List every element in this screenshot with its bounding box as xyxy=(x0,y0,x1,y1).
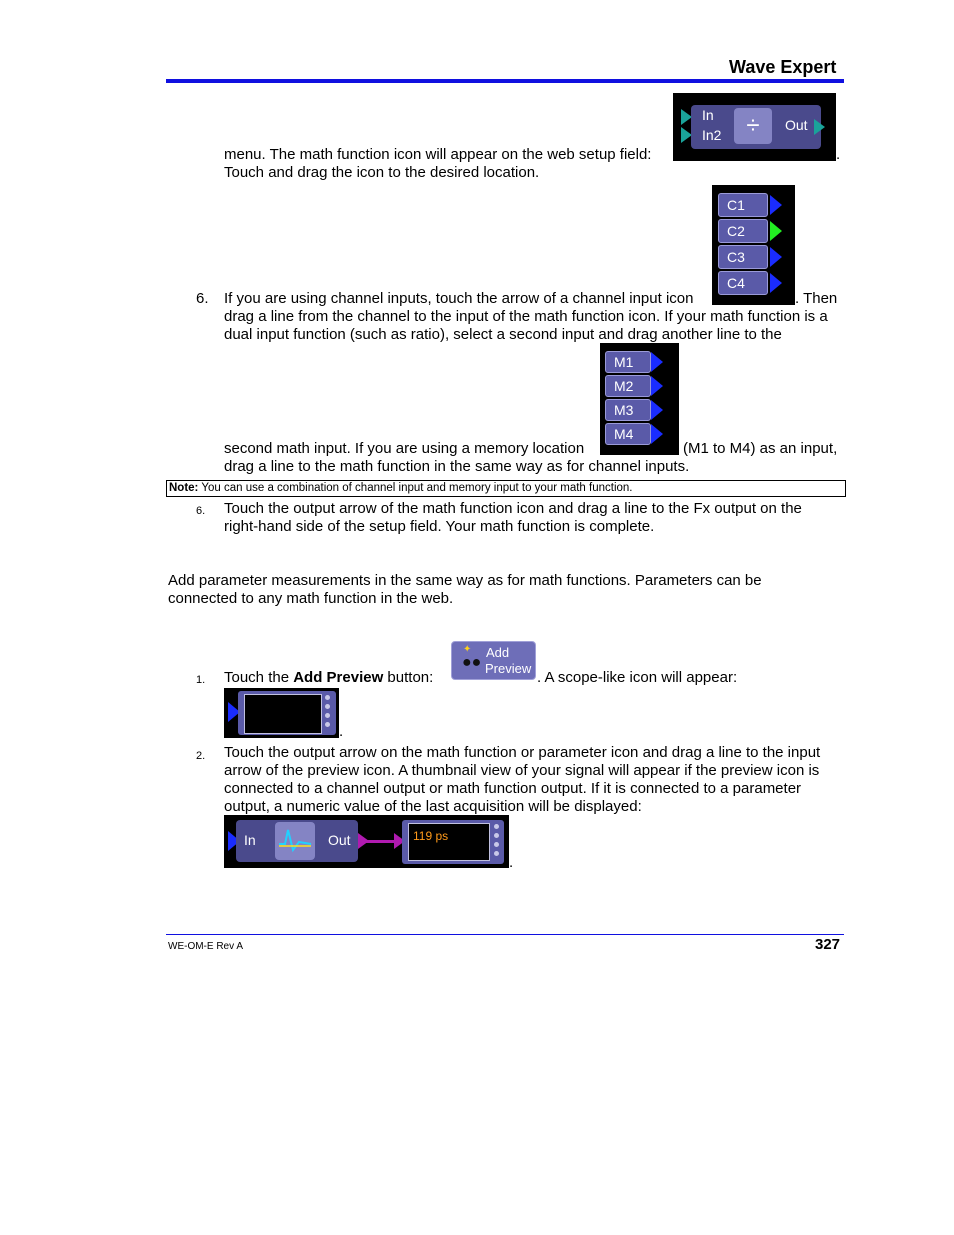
add-preview-label-2: Preview xyxy=(485,661,532,676)
step-output-number: 6. xyxy=(196,505,206,517)
math-in-label: In xyxy=(702,107,714,123)
preview-step2-line4: output, a numeric value of the last acquisition will be displayed: xyxy=(224,798,642,815)
memory-m4: M4 xyxy=(605,423,651,445)
math-function-icon xyxy=(673,93,836,161)
channel-line2: drag a line from the channel to the input of the math function icon. If your math function is a xyxy=(224,308,828,325)
step-output-line1: Touch the output arrow of the math function icon and drag a line to the Fx output on the xyxy=(224,500,802,517)
note-box xyxy=(166,480,846,497)
c1-arrow-icon xyxy=(770,195,782,215)
add-preview-button[interactable] xyxy=(451,641,536,680)
preview-step1-end-dot: . xyxy=(339,723,344,740)
example-scroll-dots-icon xyxy=(494,824,500,860)
m1-arrow-icon xyxy=(651,352,663,372)
divide-op-icon: ÷ xyxy=(734,108,772,144)
footer-page-number: 327 xyxy=(815,936,841,953)
para-math-line2: Touch and drag the icon to the desired location. xyxy=(224,164,540,181)
memory-line1a: second math input. If you are using a memory location xyxy=(224,440,585,457)
memory-m2: M2 xyxy=(605,375,651,397)
preview-step2-end-dot: . xyxy=(509,854,514,871)
channel-line1a: If you are using channel inputs, touch the arrow of a channel input icon xyxy=(224,290,694,307)
m2-arrow-icon xyxy=(651,376,663,396)
channel-c1: C1 xyxy=(718,193,768,217)
preview-value: 119 ps xyxy=(413,829,449,843)
math-out-label: Out xyxy=(785,117,808,133)
channel-c2: C2 xyxy=(718,219,768,243)
sparkle-icon: ✦ xyxy=(463,644,472,655)
preview-example-icon xyxy=(224,815,509,868)
memory-m1: M1 xyxy=(605,351,651,373)
binoculars-icon: ●● xyxy=(462,654,482,671)
step-output-line2: right-hand side of the setup field. Your math function is complete. xyxy=(224,518,655,535)
math-in2-label: In2 xyxy=(702,127,722,143)
preview-scroll-dots-icon xyxy=(325,695,331,731)
preview-step1-text-a: Touch the xyxy=(224,669,290,686)
memory-line1b: (M1 to M4) as an input, xyxy=(683,440,838,457)
example-in-label: In xyxy=(244,832,256,848)
signal-thumbnail-icon xyxy=(275,822,315,860)
preview-step2-number: 2. xyxy=(196,750,206,762)
preview-step2-line3: connected to a channel output or math function output. If it is connected to a parameter xyxy=(224,780,802,797)
preview-step2-line1: Touch the output arrow on the math function or parameter icon and drag a line to the input xyxy=(224,744,821,761)
channel-line3: dual input function (such as ratio), select a second input and drag another line to the xyxy=(224,326,782,343)
note-label: Note: xyxy=(169,482,199,494)
m4-arrow-icon xyxy=(651,424,663,444)
preview-step1-text-b: button: xyxy=(387,669,434,686)
memory-m3: M3 xyxy=(605,399,651,421)
step-number: 6. xyxy=(196,290,209,307)
header-rule xyxy=(166,79,844,83)
preview-step1-number: 1. xyxy=(196,674,206,686)
output-arrow-icon xyxy=(814,119,825,135)
output-arrow-icon xyxy=(358,833,369,849)
parameters-line2: connected to any math function in the web. xyxy=(168,590,454,607)
preview-icon xyxy=(224,688,339,738)
m3-arrow-icon xyxy=(651,400,663,420)
channel-input-icon xyxy=(712,185,795,305)
preview-step1-bold: Add Preview xyxy=(293,669,384,686)
footer-rule xyxy=(166,934,844,935)
example-out-label: Out xyxy=(328,832,351,848)
c4-arrow-icon xyxy=(770,273,782,293)
preview-step1-text xyxy=(224,669,433,687)
para-math-line1: menu. The math function icon will appear on the web setup field: xyxy=(224,146,652,163)
memory-icon xyxy=(600,343,679,455)
parameters-line1: Add parameter measurements in the same way as for math functions. Parameters can be xyxy=(168,572,762,589)
channel-line1b: . Then xyxy=(795,290,838,307)
preview-step1-text-c: . A scope-like icon will appear: xyxy=(537,669,738,686)
note-text: You can use a combination of channel input and memory input to your math function. xyxy=(201,482,633,494)
memory-line2: drag a line to the math function in the same way as for channel inputs. xyxy=(224,458,690,475)
channel-c4: C4 xyxy=(718,271,768,295)
channel-c3: C3 xyxy=(718,245,768,269)
para-math-end-dot: . xyxy=(836,146,841,163)
footer-doc-id: WE-OM-E Rev A xyxy=(168,941,244,952)
c2-arrow-icon xyxy=(770,221,782,241)
preview-step2-line2: arrow of the preview icon. A thumbnail view of your signal will appear if the preview icon is xyxy=(224,762,820,779)
page-header-title: Wave Expert xyxy=(729,57,837,77)
add-preview-label-1: Add xyxy=(486,645,510,660)
c3-arrow-icon xyxy=(770,247,782,267)
